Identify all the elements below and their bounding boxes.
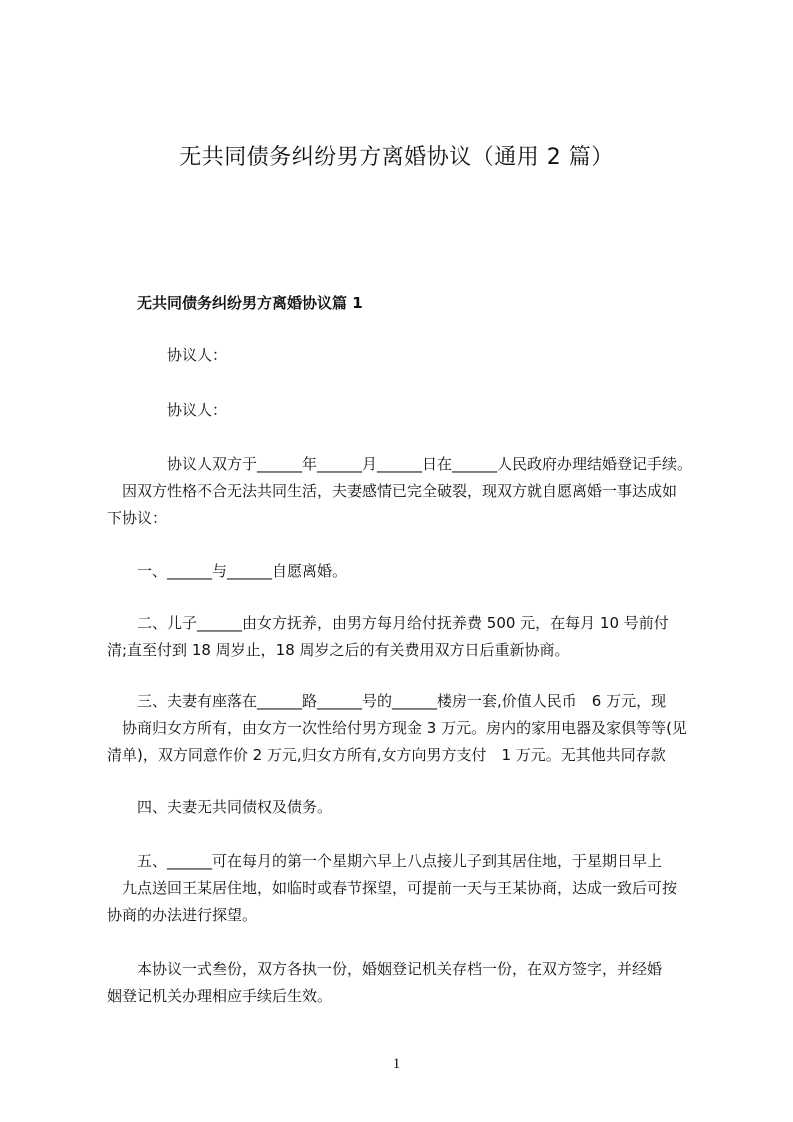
clause-5-line: 九点送回王某居住地，如临时或春节探望，可提前一天与王某协商，达成一致后可按 bbox=[107, 879, 678, 897]
closing-line: 本协议一式叁份，双方各执一份，婚姻登记机关存档一份，在双方签字，并经婚 bbox=[107, 960, 663, 978]
clause-3-line: 清单)，双方同意作价 2 万元,归女方所有,女方向男方支付 1 万元。无其他共同存款 bbox=[107, 746, 666, 764]
clause-5-line: 协商的办法进行探望。 bbox=[107, 906, 258, 924]
document-title: 无共同债务纠纷男方离婚协议（通用 2 篇） bbox=[179, 145, 614, 170]
party-line-2: 协议人： bbox=[107, 401, 228, 419]
closing-line: 姻登记机关办理相应手续后生效。 bbox=[107, 987, 333, 1005]
clause-2-line: 清;直至付到 18 周岁止，18 周岁之后的有关费用双方日后重新协商。 bbox=[107, 641, 570, 659]
party-line-1: 协议人： bbox=[107, 346, 228, 364]
paragraph-line: 协议人双方于______年______月______日在______人民政府办理结婚登记手续。 bbox=[107, 455, 693, 473]
paragraph-line: 因双方性格不合无法共同生活，夫妻感情已完全破裂，现双方就自愿离婚一事达成如 bbox=[107, 482, 678, 500]
clause-1: 一、______与______自愿离婚。 bbox=[107, 562, 348, 580]
clause-4: 四、夫妻无共同债权及债务。 bbox=[107, 798, 333, 816]
paragraph-line: 下协议： bbox=[107, 509, 168, 527]
page-number: 1 bbox=[392, 1056, 401, 1072]
clause-5-line: 五、______可在每月的第一个星期六早上八点接儿子到其居住地，于星期日早上 bbox=[107, 852, 663, 870]
clause-3-line: 三、夫妻有座落在______路______号的______楼房一套,价值人民币 6 万元，现 bbox=[107, 692, 667, 710]
clause-3-line: 协商归女方所有，由女方一次性给付男方现金 3 万元。房内的家用电器及家俱等等(见 bbox=[107, 719, 687, 737]
clause-2-line: 二、儿子______由女方抚养，由男方每月给付抚养费 500 元，在每月 10 号前付 bbox=[107, 614, 669, 632]
section-heading: 无共同债务纠纷男方离婚协议篇 1 bbox=[137, 294, 363, 312]
